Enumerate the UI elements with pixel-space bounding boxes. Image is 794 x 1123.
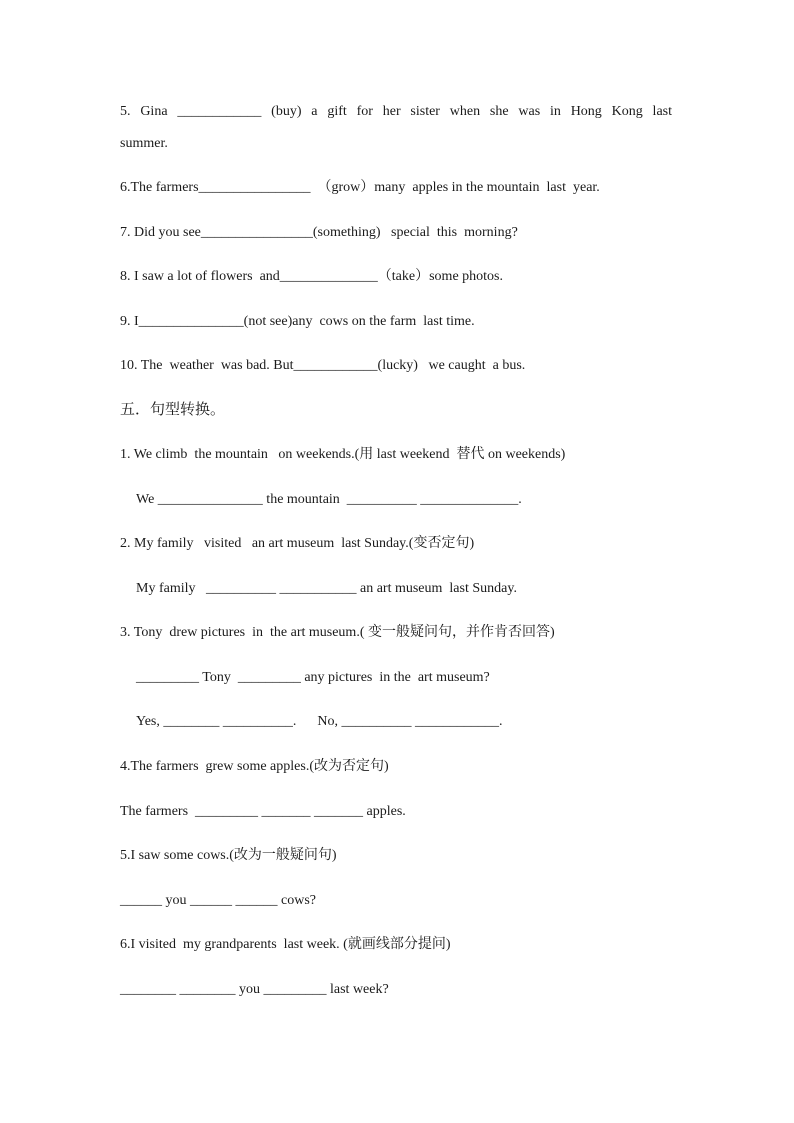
exercise-5-item-3-question: _________ Tony _________ any pictures in the art museum? — [136, 670, 490, 685]
exercise-4-item-10: 10. The weather was bad. But____________(lucky) we caught a bus. — [120, 358, 526, 373]
exercise-5-item-2-prompt: 2. My family visited an art museum last Sunday.(变否定句) — [120, 536, 475, 551]
exercise-5-item-5-answer: ______ you ______ ______ cows? — [120, 893, 316, 908]
exercise-4-item-9: 9. I_______________(not see)any cows on the farm last time. — [120, 314, 475, 329]
exercise-5-item-1-prompt: 1. We climb the mountain on weekends.(用 last weekend 替代 on weekends) — [120, 447, 566, 462]
section-5-heading: 五．句型转换。 — [120, 402, 226, 418]
exercise-5-item-4-answer: The farmers _________ _______ _______ apples. — [120, 804, 406, 819]
exercise-5-item-3-prompt: 3. Tony drew pictures in the art museum.( 变一般疑问句，并作肯否回答) — [120, 625, 555, 640]
exercise-5-item-2-answer: My family __________ ___________ an art museum last Sunday. — [136, 581, 517, 596]
exercise-4-item-6: 6.The farmers________________ （grow）many apples in the mountain last year. — [120, 180, 600, 195]
exercise-5-item-1-answer: We _______________ the mountain __________ ______________. — [136, 492, 522, 507]
exercise-4-item-7: 7. Did you see________________(something) special this morning? — [120, 225, 518, 240]
exercise-5-item-6-answer: ________ ________ you _________ last week? — [120, 982, 389, 997]
exercise-5-item-5-prompt: 5.I saw some cows.(改为一般疑问句) — [120, 848, 337, 863]
exercise-4-item-5-line-2: summer. — [120, 136, 168, 151]
exercise-5-item-6-prompt: 6.I visited my grandparents last week. (就画线部分提问) — [120, 937, 451, 952]
exercise-5-item-4-prompt: 4.The farmers grew some apples.(改为否定句) — [120, 759, 389, 774]
exercise-4-item-5-line-1: 5. Gina ____________ (buy) a gift for her sister when she was in Hong Kong last — [120, 104, 672, 119]
exercise-5-item-3-responses: Yes, ________ __________. No, __________ ____________. — [136, 714, 503, 729]
exercise-4-item-8: 8. I saw a lot of flowers and______________（take）some photos. — [120, 269, 503, 284]
